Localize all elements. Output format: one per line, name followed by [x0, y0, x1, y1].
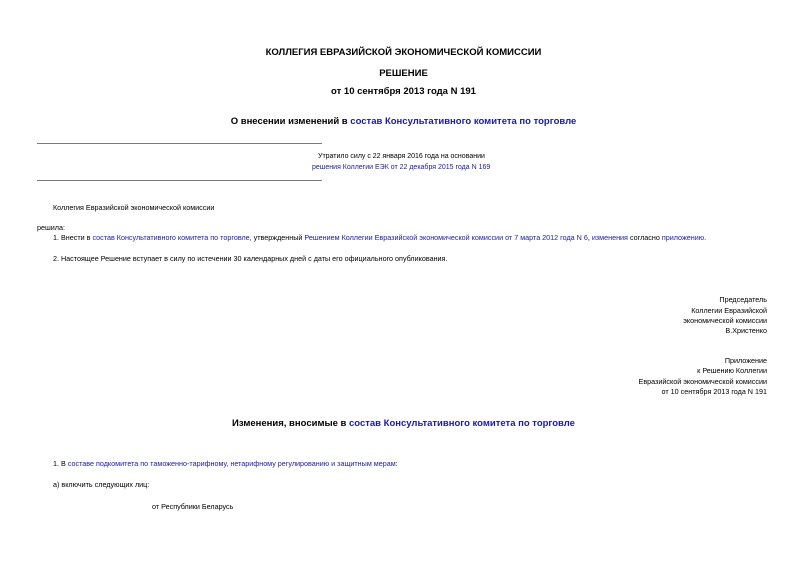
paragraph-2: 2. Настоящее Решение вступает в силу по истечении 30 календарных дней с даты его официального опубликования. — [53, 254, 448, 263]
changes-title-prefix: Изменения, вносимые в — [232, 418, 349, 429]
signature-name: В.Христенко — [725, 326, 767, 335]
notice-rule-bottom — [37, 180, 322, 181]
notice-line: Утратило силу с 22 января 2016 года на основании — [318, 153, 485, 160]
p1-link-changes[interactable]: изменения — [591, 233, 628, 242]
p1-link-appendix[interactable]: приложению — [661, 233, 705, 242]
notice-rule-top — [37, 143, 322, 144]
p1-text-3: , — [587, 233, 592, 242]
appendix-line-2: к Решению Коллегии — [697, 366, 767, 375]
appendix-line-4: от 10 сентября 2013 года N 191 — [661, 387, 767, 396]
doc-type: РЕШЕНИЕ — [379, 68, 428, 79]
org-title: КОЛЛЕГИЯ ЕВРАЗИЙСКОЙ ЭКОНОМИЧЕСКОЙ КОМИССИИ — [265, 47, 542, 58]
p1-text-4: согласно — [627, 233, 662, 242]
item1-prefix: 1. В — [53, 459, 68, 468]
country-label: от Республики Беларусь — [152, 502, 234, 511]
changes-title — [0, 418, 807, 429]
appendix-line-1: Приложение — [724, 356, 767, 365]
signature-line-3: экономической комиссии — [683, 316, 767, 325]
doc-title — [0, 116, 807, 127]
p1-text-2: , утвержденный — [249, 233, 305, 242]
doc-title-link[interactable]: состав Консультативного комитета по торговле — [350, 116, 577, 127]
doc-date: от 10 сентября 2013 года N 191 — [331, 86, 476, 97]
appendix-line-3: Евразийской экономической комиссии — [638, 377, 767, 386]
doc-title-prefix: О внесении изменений в — [230, 116, 351, 127]
p1-text-1: 1. Внести в — [53, 233, 93, 242]
changes-item-a: а) включить следующих лиц: — [53, 480, 150, 489]
resolved-text: решила: — [37, 223, 65, 232]
intro-text: Коллегия Евразийской экономической комиссии — [53, 203, 215, 212]
p1-link-decision[interactable]: Решением Коллегии Евразийской экономической комиссии от 7 марта 2012 года N 6 — [304, 233, 588, 242]
item1-suffix: : — [395, 459, 398, 468]
paragraph-1 — [53, 233, 706, 242]
signature-line-2: Коллегии Евразийской — [691, 306, 767, 315]
signature-line-1: Председатель — [719, 295, 767, 304]
item1-link[interactable]: составе подкомитета по таможенно-тарифному, нетарифному регулированию и защитным мерам — [67, 459, 396, 468]
changes-title-link[interactable]: состав Консультативного комитета по торговле — [348, 418, 575, 429]
notice-link[interactable]: решения Коллегии ЕЭК от 22 декабря 2015 года N 169 — [312, 164, 491, 171]
changes-item-1 — [53, 459, 398, 468]
p1-link-committee[interactable]: состав Консультативного комитета по торговле — [92, 233, 250, 242]
p1-text-5: . — [704, 233, 707, 242]
